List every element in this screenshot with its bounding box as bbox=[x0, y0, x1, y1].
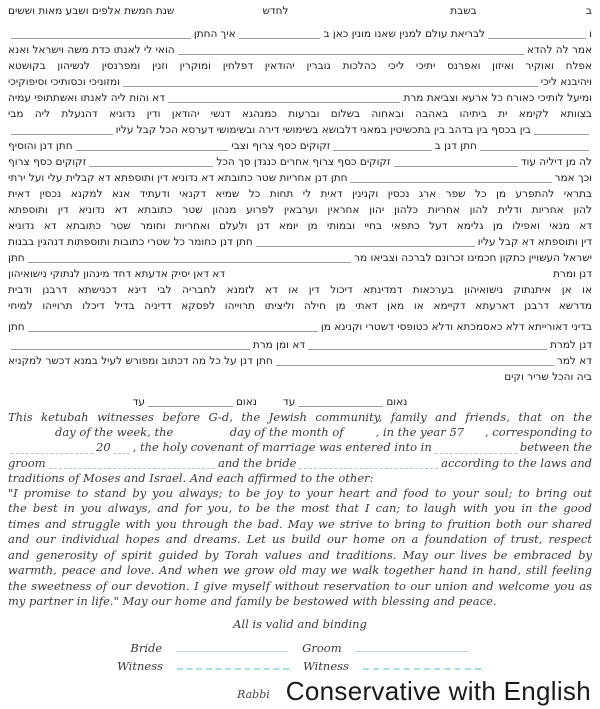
hebrew-line bbox=[8, 234, 592, 250]
hebrew-line: ביה והכל שריר וקים bbox=[504, 371, 592, 383]
spacer bbox=[479, 17, 584, 19]
hebrew-line bbox=[8, 250, 592, 266]
witness-left-signature-line bbox=[177, 666, 289, 670]
text-segment: זקוקים כסף צרוף וצבי bbox=[231, 140, 331, 152]
text-segment: דא והות ליה לאנתו ואשתתופי עמיה bbox=[8, 92, 165, 104]
text-segment: דנן למרת bbox=[549, 339, 592, 351]
hebrew-line: להון אחריות ודלית להון אחריות כלהון יהון אחראין וערבאין לפרוע מנהון שטר כתובתא דא נדוניא דין ותוספתא bbox=[8, 204, 592, 216]
text-segment: עד bbox=[283, 396, 296, 408]
hebrew-line bbox=[8, 319, 592, 335]
text-segment: דא דאן יסיק אדעתא דחד מינהון לנתוקי נישואיהון bbox=[8, 268, 226, 280]
hebrew-line: או אן איתנתוק נישואיהון בערכאות דמדינתא דיכול דין או דא לזמנא לחבריה לבי דינא דכנישתא דרבנן ודבית bbox=[8, 284, 592, 296]
fill-in-blank bbox=[28, 329, 318, 332]
text-segment: חתן דנן והוסיף bbox=[8, 140, 73, 152]
fill-in-blank bbox=[534, 132, 589, 135]
fill-in-blank bbox=[76, 148, 229, 151]
english-text-section bbox=[8, 410, 592, 610]
fill-in-blank bbox=[168, 100, 401, 103]
hebrew-line: דא מנאי ואפילו מן גלימא דעל כתפאי בחיי ובמותי מן יומא דנן ולעלם ואחריות וחומר שטר כתובתא דא נדוניא bbox=[8, 220, 592, 232]
fill-in-blank bbox=[239, 36, 321, 39]
caption-row bbox=[8, 675, 592, 707]
english-line: This ketubah witnesses before G-d, the Jewish community, family and friends, that on the bbox=[8, 410, 592, 424]
bride-label: Bride bbox=[130, 640, 163, 655]
vow-line: my partner in life." May our home and family be bestowed with blessing and peace. bbox=[8, 594, 497, 609]
hebrew-line bbox=[8, 3, 592, 19]
text-segment: בשבת bbox=[450, 5, 477, 17]
hebrew-line bbox=[8, 337, 592, 353]
text-segment: וכך אמר bbox=[554, 172, 592, 184]
fill-in-blank bbox=[11, 451, 93, 454]
fill-in-blank bbox=[308, 347, 547, 350]
english-vow-paragraph bbox=[8, 486, 592, 610]
text-segment: groom bbox=[8, 455, 46, 470]
groom-label: Groom bbox=[302, 640, 342, 655]
hebrew-line: בצוותא לקימא ית ביתיהו באהבה ובאחוה בשלום וברעות כמנהגא דנשי יהודאן ודין נדוניא דהנעלת ליה מבי bbox=[8, 108, 592, 120]
text-segment: חתן bbox=[8, 321, 25, 333]
text-segment: לה מן דיליה עוד bbox=[520, 156, 592, 168]
text-segment: חתן דנן אחריות שטר כתובתא דא נדוניא דין ותוספתא דא קבלית עלי ועל ירתי bbox=[8, 172, 348, 184]
spacer bbox=[346, 436, 374, 438]
hebrew-line bbox=[8, 170, 592, 186]
witness-right-label: Witness bbox=[303, 658, 349, 673]
spacer bbox=[175, 436, 227, 438]
fill-in-blank bbox=[11, 347, 250, 350]
hebrew-line bbox=[8, 74, 592, 90]
text-segment: לבריאת עולם למנין שאנו מונין כאן ב bbox=[323, 28, 486, 40]
text-segment: 20 bbox=[96, 440, 111, 455]
vow-line: and our individual hopes and dreams. Let us build our home on a foundation of trust, respect bbox=[8, 532, 592, 547]
text-segment: דא למר bbox=[556, 355, 592, 367]
fill-in-blank bbox=[11, 36, 191, 39]
hebrew-line bbox=[8, 154, 592, 170]
hebrew-line bbox=[8, 353, 592, 369]
vow-line: times and struggle with you through the bad. May we strive to bring to fruition both our shared bbox=[8, 516, 592, 531]
text-segment: חתן דנן כחומר כל שטרי כתובות ותוספתות דנהגין בבנות bbox=[8, 236, 253, 248]
fill-in-blank bbox=[123, 84, 538, 87]
text-segment: , corresponding to bbox=[484, 425, 593, 440]
text-segment: איך החתן bbox=[193, 28, 236, 40]
fill-in-blank bbox=[298, 404, 383, 407]
vow-line: the sweetness of our devotion. I give myself without reservation to our union and welcome you as bbox=[8, 578, 592, 593]
text-segment: , in the year 57 bbox=[375, 425, 465, 440]
hebrew-line bbox=[0, 394, 562, 410]
text-segment: between the bbox=[519, 440, 592, 455]
vow-line: and generosity of spirit guided by Torah values and traditions. May our lives be embraced by bbox=[8, 547, 592, 562]
template-caption: Conservative with English bbox=[285, 675, 591, 706]
fill-in-blank bbox=[89, 164, 213, 167]
vow-line: "I promise to stand by you always; to be joy to your heart and food to your soul; to bring out bbox=[8, 485, 592, 500]
spacer bbox=[176, 17, 260, 19]
text-segment: דא ומן מרת bbox=[252, 339, 306, 351]
english-line bbox=[8, 425, 592, 440]
text-segment: בדיני דאורייתא דלא כאסמכתא ודלא כטופסי דשטרי וקנינא מן bbox=[320, 321, 592, 333]
fill-in-blank bbox=[28, 260, 351, 263]
text-segment: נאום bbox=[386, 396, 408, 408]
text-segment: ישראל העשויין כתקון חכמינו זכרונם לברכה וצביאו מר bbox=[354, 252, 592, 264]
fill-in-blank bbox=[276, 363, 554, 366]
fill-in-blank bbox=[11, 132, 113, 135]
text-segment: ומיעל לותיכי כאורח כל ארעא וצביאת מרת bbox=[403, 92, 592, 104]
hebrew-line bbox=[8, 266, 592, 282]
fill-in-blank bbox=[435, 451, 517, 454]
english-declaration bbox=[8, 410, 592, 486]
text-segment: ויהיבנא ליכי bbox=[540, 76, 592, 88]
fill-in-blank bbox=[480, 148, 589, 151]
hebrew-line bbox=[8, 122, 592, 138]
text-segment: בין בכסף בין בדהב בין בתכשיטין במאני דלבושא בשימושי דירה ובשימושי דערסא הכל קבל עליו bbox=[115, 124, 531, 136]
text-segment: אמר לה להדא bbox=[526, 44, 592, 56]
text-segment: day of the week, the bbox=[55, 425, 174, 440]
fill-in-blank bbox=[350, 180, 551, 183]
vow-line: warmth, peace and love. And when we grow old may we walk together hand in hand, still feeling bbox=[8, 563, 592, 578]
fill-in-blank bbox=[488, 36, 586, 39]
bride-signature-line bbox=[176, 649, 288, 652]
hebrew-line bbox=[8, 90, 592, 106]
fill-in-blank bbox=[114, 451, 130, 454]
hebrew-line: בתראי להתפרע מן כל שפר ארג נכסין וקנינין דאית לי תחות כל שמיא דקנאי ודעתיד אנא למקנא נכסין דאית bbox=[8, 188, 592, 200]
vow-line: the best in you always, and for you, to be the most that I can; to laugh with you in the good bbox=[8, 501, 592, 516]
fill-in-blank bbox=[178, 52, 524, 55]
text-segment: and the bride bbox=[218, 455, 297, 470]
text-segment: day of the month of bbox=[229, 425, 344, 440]
fill-in-blank bbox=[256, 244, 475, 247]
spacer bbox=[290, 17, 448, 19]
english-line bbox=[8, 456, 592, 471]
text-segment: זקוקים כסף צרוף אחרים כנגדן סך הכל bbox=[216, 156, 391, 168]
english-line: traditions of Moses and Israel. And each affirmed to the other: bbox=[8, 470, 374, 485]
rabbi-label: Rabbi bbox=[237, 687, 270, 701]
fill-in-blank bbox=[394, 164, 518, 167]
witness-signature-row bbox=[8, 655, 592, 673]
text-segment: דין ותוספתא דא קבל עליו bbox=[477, 236, 592, 248]
text-segment: חתן bbox=[8, 252, 25, 264]
spacer bbox=[10, 436, 53, 438]
text-segment: לחדש bbox=[262, 5, 289, 17]
text-segment: נאום bbox=[235, 396, 257, 408]
valid-and-binding-line: All is valid and binding bbox=[233, 616, 367, 631]
hebrew-line bbox=[8, 42, 592, 58]
hebrew-text-section bbox=[8, 3, 592, 410]
text-segment: שנת חמשת אלפים ושבע מאות וששים bbox=[8, 5, 175, 17]
text-segment: דנן ומרת bbox=[553, 268, 592, 280]
groom-signature-line bbox=[356, 649, 468, 652]
text-segment: זקוקים כסף צרוף bbox=[8, 156, 87, 168]
hebrew-line: מדרשא דרבנן דארעתא דקיימא או מאן דאתי מן חילה וליציתו תרוייהו לפסקא דדיניה בדיל דיכלו תרוייהו למיחי bbox=[8, 300, 592, 312]
fill-in-blank bbox=[49, 466, 215, 469]
hebrew-line bbox=[8, 26, 592, 42]
bride-groom-signature-row bbox=[8, 637, 592, 655]
text-segment: חתן דנן ב bbox=[434, 140, 477, 152]
fill-in-blank bbox=[148, 404, 233, 407]
spacer bbox=[466, 436, 483, 438]
fill-in-blank bbox=[333, 148, 431, 151]
hebrew-line bbox=[8, 138, 592, 154]
fill-in-blank bbox=[299, 466, 438, 469]
text-segment: חתן דנן על כל מה דכתוב ומפורש לעיל במנא דכשר למקניא bbox=[8, 355, 273, 367]
text-segment: , the holy covenant of marriage was entered into in bbox=[132, 440, 432, 455]
spacer bbox=[259, 408, 281, 410]
text-segment: ומזוניכי וכסותיכי וסיפוקיכי bbox=[8, 76, 120, 88]
text-segment: ו bbox=[589, 28, 592, 40]
witness-right-signature-line bbox=[363, 666, 481, 670]
text-segment: according to the laws and bbox=[441, 455, 592, 470]
witness-left-label: Witness bbox=[117, 658, 163, 673]
hebrew-line: אפלח ואוקיר ואיזון ואפרנס יתיכי ליכי כהלכות גוברין יהודאין דפלחין ומוקרין וזנין ומפרנסין לנשיהון בקושטא bbox=[8, 60, 592, 72]
text-segment: הואי לי לאנתו כדת משה וישראל ואנא bbox=[8, 44, 175, 56]
text-segment: עד bbox=[132, 396, 145, 408]
text-segment: ב bbox=[585, 5, 592, 17]
english-line bbox=[8, 440, 592, 455]
